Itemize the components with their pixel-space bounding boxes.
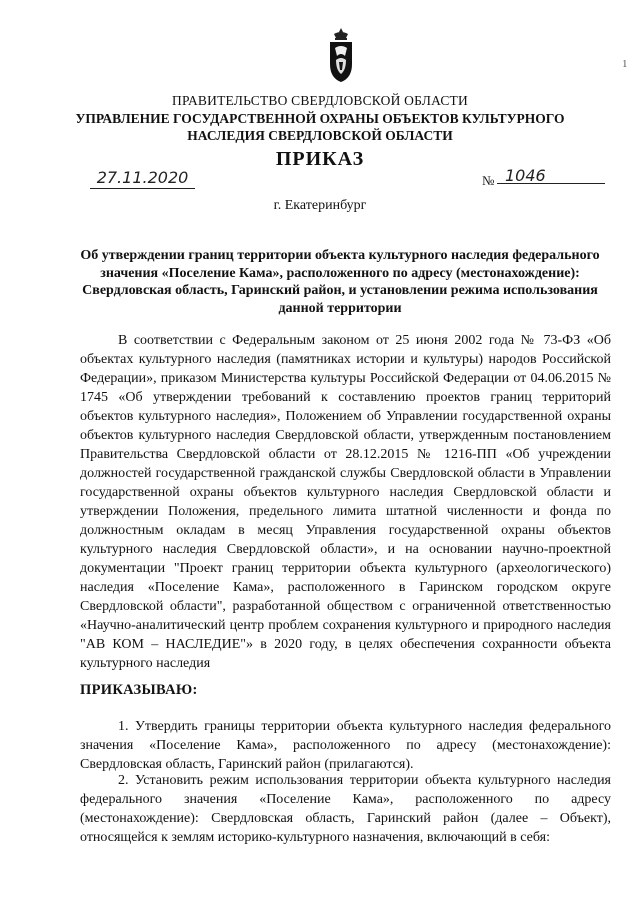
government-name: ПРАВИТЕЛЬСТВО СВЕРДЛОВСКОЙ ОБЛАСТИ (172, 93, 468, 108)
order-date: 27.11.2020 (90, 168, 195, 189)
preamble-paragraph: В соответствии с Федеральным законом от 25 июня 2002 года № 73-ФЗ «Об объектах культурного наследия (памятниках истории и культуры) народов Российской Федерации», приказом Министерства культуры Российской Федерации от 04.06.2015 № 1745 «Об утверждении требований к составлению проектов границ территорий объектов культурного наследия», Положением об Управлении государственной охраны объектов культурного наследия Свердловской области, утвержденным постановлением Правительства Свердловской области от 28.12.2015 № 1216-ПП «Об учреждении должностей государственной гражданской службы Свердловской области в Управлении государственной охраны объектов культурного наследия Свердловской области и утверждении Положения, предельного лимита штатной численности и фонда по должностным окладам в месяц Управления государственной охраны объектов культурного наследия Свердловской области», и на основании научно-проектной документации "Проект границ территории объекта культурного (археологического) наследия «Поселение Кама», расположенного в Гаринском городском округе Свердловской области", разработанной обществом с ограниченной ответственностью «Научно-аналитический центр проблем сохранения культурного и природного наследия "АВ КОМ – НАСЛЕДИЕ"» в 2020 году, в целях обеспечения сохранности объекта культурного наследия (80, 333, 611, 671)
coat-of-arms-emblem (326, 26, 356, 84)
order-word: ПРИКАЗЫВАЮ: (80, 682, 198, 698)
order-heading: ПРИКАЗ (275, 148, 365, 170)
department-name: УПРАВЛЕНИЕ ГОСУДАРСТВЕННОЙ ОХРАНЫ ОБЪЕКТОВ КУЛЬТУРНОГО НАСЛЕДИЯ СВЕРДЛОВСКОЙ ОБЛАСТИ (75, 111, 565, 143)
number-label: № (482, 173, 495, 188)
document-title: Об утверждении границ территории объекта культурного наследия федерального значения «Поселение Кама», расположенного по адресу (местонахождение): Свердловская область, Гаринский район, и установлении режима использования данной территории (80, 248, 600, 316)
order-item-1: 1. Утвердить границы территории объекта культурного наследия федерального значения «Поселение Кама», расположенного по адресу (местонахождение): Свердловская область, Гаринский район (прилагаются). (80, 719, 611, 772)
order-number: 1046 (497, 166, 605, 184)
city-name: г. Екатеринбург (273, 198, 367, 213)
order-item-2: 2. Установить режим использования территории объекта культурного наследия федерального значения «Поселение Кама», расположенного по адресу (местонахождение): Свердловская область, Гаринский район (далее – Объект), относящейся к землям историко-культурного назначения, включающий в себя: (80, 773, 611, 845)
page-corner-mark: 1 (622, 58, 628, 70)
